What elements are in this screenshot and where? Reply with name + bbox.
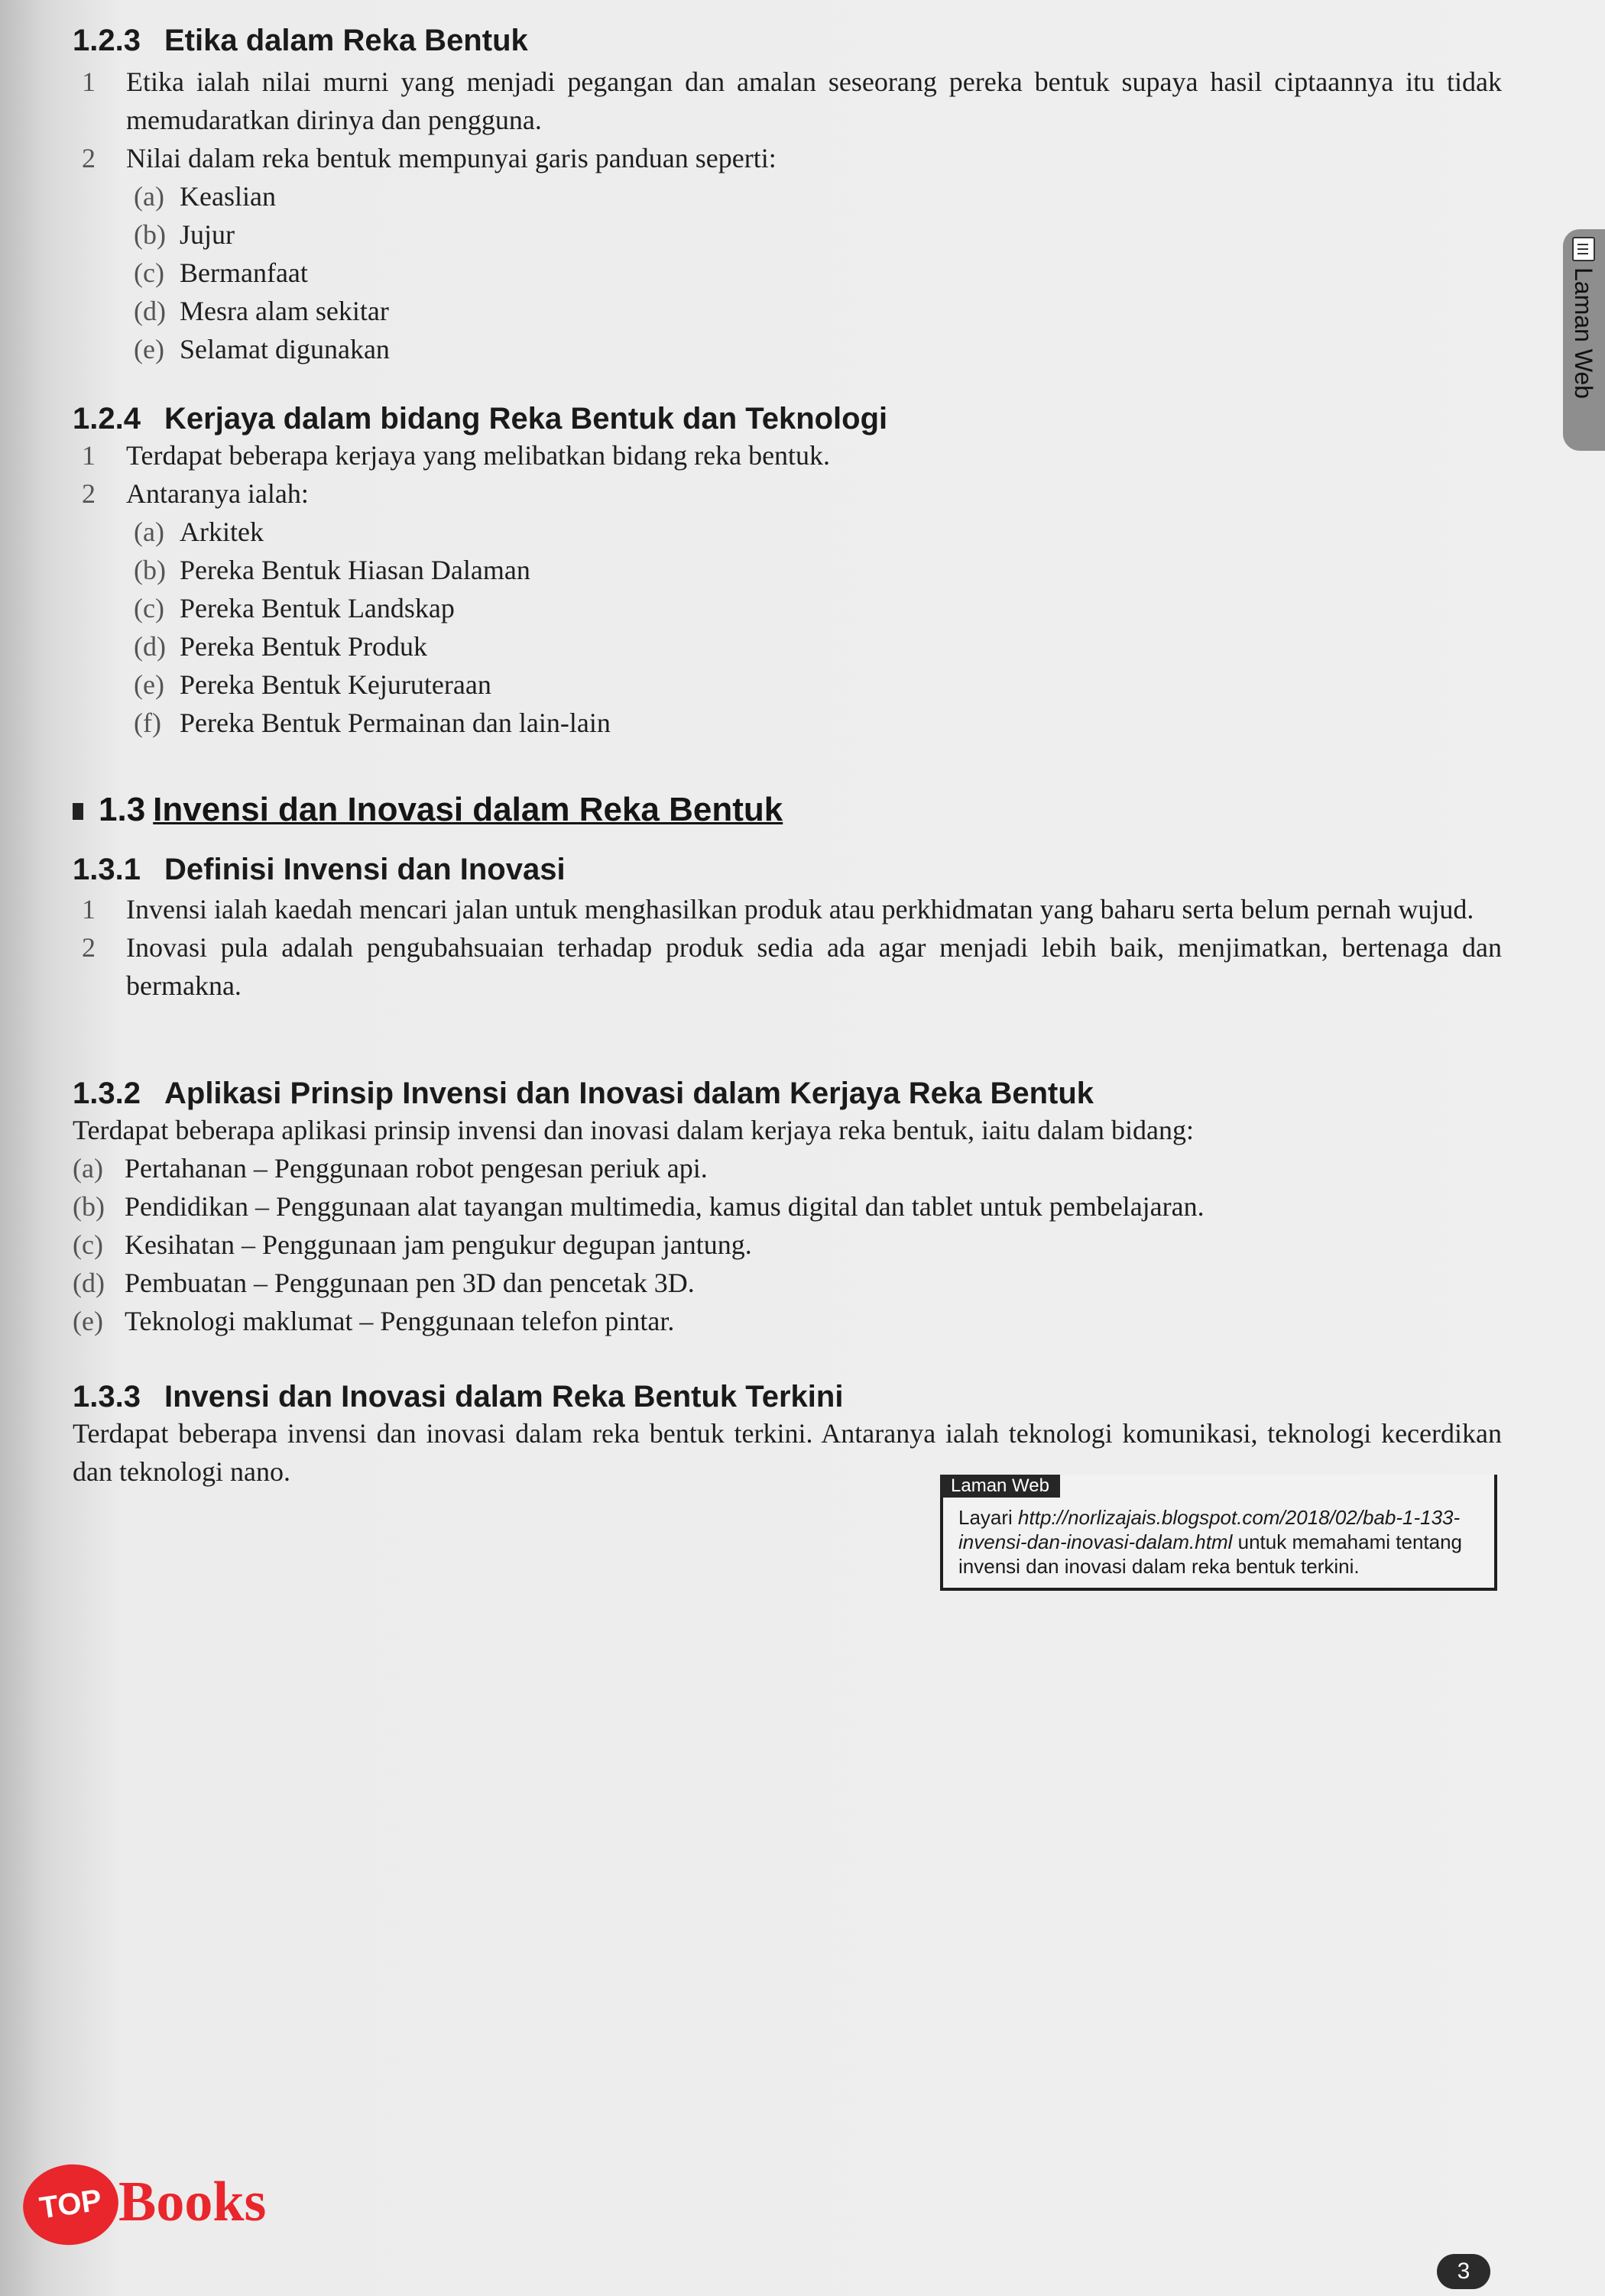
section-1-3-1 — [73, 852, 1502, 1005]
logo-books-text: Books — [118, 2171, 267, 2233]
list-item — [73, 254, 1502, 292]
paragraph-text: Terdapat beberapa kerjaya yang melibatkan bidang reka bentuk. — [126, 440, 831, 471]
section-1-2-4 — [73, 401, 1502, 742]
section-number: 1.3.1 — [73, 853, 141, 886]
section-number: 1.3.2 — [73, 1077, 141, 1110]
section-title: Invensi dan Inovasi dalam Reka Bentuk Terkini — [164, 1380, 844, 1414]
paragraph-number: 1 — [82, 440, 96, 471]
paragraph-number: 2 — [82, 932, 96, 963]
list-letter: (e) — [134, 669, 164, 700]
page-number: 3 — [1437, 2254, 1490, 2289]
list-letter: (a) — [134, 517, 164, 547]
list-item — [73, 627, 1502, 665]
section-number: 1.3.3 — [73, 1380, 141, 1414]
list-text: Pendidikan – Penggunaan alat tayangan multimedia, kamus digital dan tablet untuk pembelajaran. — [125, 1191, 1205, 1222]
list-item — [73, 665, 1502, 704]
section-title: Invensi dan Inovasi dalam Reka Bentuk — [153, 791, 783, 828]
list-text: Pembuatan – Penggunaan pen 3D dan pencetak 3D. — [125, 1268, 695, 1298]
section-number: 1.2.3 — [73, 24, 141, 57]
laman-web-side-tab — [1563, 229, 1605, 451]
list-text: Mesra alam sekitar — [180, 296, 389, 326]
list-item — [73, 551, 1502, 589]
list-item — [73, 1187, 1502, 1226]
paragraph-text: Invensi ialah kaedah mencari jalan untuk menghasilkan produk atau perkhidmatan yang baharu serta belum pernah wujud. — [126, 894, 1474, 925]
paragraph-number: 1 — [82, 66, 96, 97]
paragraph-1 — [73, 63, 1502, 139]
web-box-prefix: Layari — [958, 1506, 1019, 1529]
list-text: Jujur — [180, 219, 235, 250]
web-box-suffix: untuk memahami tentang invensi dan inovasi dalam reka bentuk terkini. — [958, 1530, 1463, 1578]
section-number: 1.2.4 — [73, 402, 141, 436]
section-heading — [73, 401, 1502, 436]
paragraph-1 — [73, 890, 1502, 928]
list-item — [73, 589, 1502, 627]
paragraph-2 — [73, 928, 1502, 1005]
paragraph-intro: Terdapat beberapa aplikasi prinsip invensi dan inovasi dalam kerjaya reka bentuk, iaitu dalam bidang: — [73, 1115, 1194, 1145]
list-text: Pereka Bentuk Landskap — [180, 593, 455, 623]
list-text: Keaslian — [180, 181, 276, 212]
section-1-3 — [73, 791, 1502, 829]
heading-bullet-icon — [73, 803, 83, 820]
list-text: Pereka Bentuk Permainan dan lain-lain — [180, 708, 611, 738]
list-letter: (a) — [73, 1153, 103, 1184]
list-letter: (c) — [73, 1229, 103, 1260]
logo-top-badge: TOP — [18, 2158, 123, 2251]
list-letter: (d) — [134, 296, 166, 326]
section-heading — [73, 1076, 1502, 1111]
paragraph-number: 1 — [82, 894, 96, 925]
list-item — [73, 1302, 1502, 1340]
paragraph-text: Terdapat beberapa invensi dan inovasi dalam reka bentuk terkini. Antaranya ialah teknologi komunikasi, teknologi kecerdikan dan teknologi nano. — [73, 1418, 1502, 1487]
list-text: Pereka Bentuk Kejuruteraan — [180, 669, 491, 700]
list-item — [73, 292, 1502, 330]
paragraph-number: 2 — [82, 478, 96, 509]
side-tab-label: Laman Web — [1570, 267, 1597, 399]
document-icon — [1572, 237, 1595, 261]
list-item — [73, 215, 1502, 254]
section-1-3-2 — [73, 1076, 1502, 1340]
list-item — [73, 704, 1502, 742]
paragraph-text: Etika ialah nilai murni yang menjadi pegangan dan amalan seseorang pereka bentuk supaya hasil ciptaannya itu tidak memudaratkan dirinya dan pengguna. — [126, 66, 1502, 135]
paragraph-text: Nilai dalam reka bentuk mempunyai garis panduan seperti: — [126, 143, 777, 173]
section-number: 1.3 — [99, 791, 146, 828]
section-title: Aplikasi Prinsip Invensi dan Inovasi dalam Kerjaya Reka Bentuk — [164, 1077, 1094, 1110]
list-item — [73, 1264, 1502, 1302]
list-letter: (e) — [73, 1306, 103, 1336]
list-letter: (a) — [134, 181, 164, 212]
list-letter: (f) — [134, 708, 161, 738]
list-text: Pertahanan – Penggunaan robot pengesan periuk api. — [125, 1153, 708, 1184]
section-heading — [73, 852, 1502, 887]
list-item — [73, 513, 1502, 551]
list-text: Teknologi maklumat – Penggunaan telefon pintar. — [125, 1306, 675, 1336]
section-1-2-3 — [73, 23, 1502, 368]
list-text: Selamat digunakan — [180, 334, 390, 364]
list-text: Pereka Bentuk Hiasan Dalaman — [180, 555, 530, 585]
list-letter: (b) — [134, 219, 166, 250]
section-title: Kerjaya dalam bidang Reka Bentuk dan Teknologi — [164, 402, 888, 436]
laman-web-box — [940, 1475, 1497, 1591]
list-item — [73, 330, 1502, 368]
list-letter: (d) — [134, 631, 166, 662]
list-letter: (e) — [134, 334, 164, 364]
list-item — [73, 1149, 1502, 1187]
list-text: Kesihatan – Penggunaan jam pengukur degupan jantung. — [125, 1229, 752, 1260]
list-text: Pereka Bentuk Produk — [180, 631, 427, 662]
list-text: Arkitek — [180, 517, 264, 547]
paragraph-1 — [73, 436, 1502, 474]
web-link[interactable]: http://norlizajais.blogspot.com/2018/02/bab-1-133-invensi-dan-inovasi-dalam.html — [958, 1506, 1461, 1553]
list-letter: (b) — [134, 555, 166, 585]
paragraph-number: 2 — [82, 143, 96, 173]
chapter-section-heading — [73, 791, 1502, 829]
list-letter: (d) — [73, 1268, 105, 1298]
section-heading — [73, 23, 1502, 58]
section-title: Definisi Invensi dan Inovasi — [164, 853, 566, 886]
section-title: Etika dalam Reka Bentuk — [164, 24, 528, 57]
list-item — [73, 177, 1502, 215]
paragraph-text: Inovasi pula adalah pengubahsuaian terhadap produk sedia ada agar menjadi lebih baik, menjimatkan, bertenaga dan bermakna. — [126, 932, 1502, 1001]
list-letter: (c) — [134, 593, 164, 623]
paragraph-2 — [73, 139, 1502, 177]
list-letter: (b) — [73, 1191, 105, 1222]
list-item — [73, 1226, 1502, 1264]
web-box-header: Laman Web — [940, 1475, 1060, 1498]
paragraph-text: Antaranya ialah: — [126, 478, 309, 509]
web-box-body — [940, 1498, 1494, 1588]
section-heading — [73, 1379, 1502, 1414]
list-text: Bermanfaat — [180, 257, 308, 288]
list-letter: (c) — [134, 257, 164, 288]
paragraph-2 — [73, 474, 1502, 513]
